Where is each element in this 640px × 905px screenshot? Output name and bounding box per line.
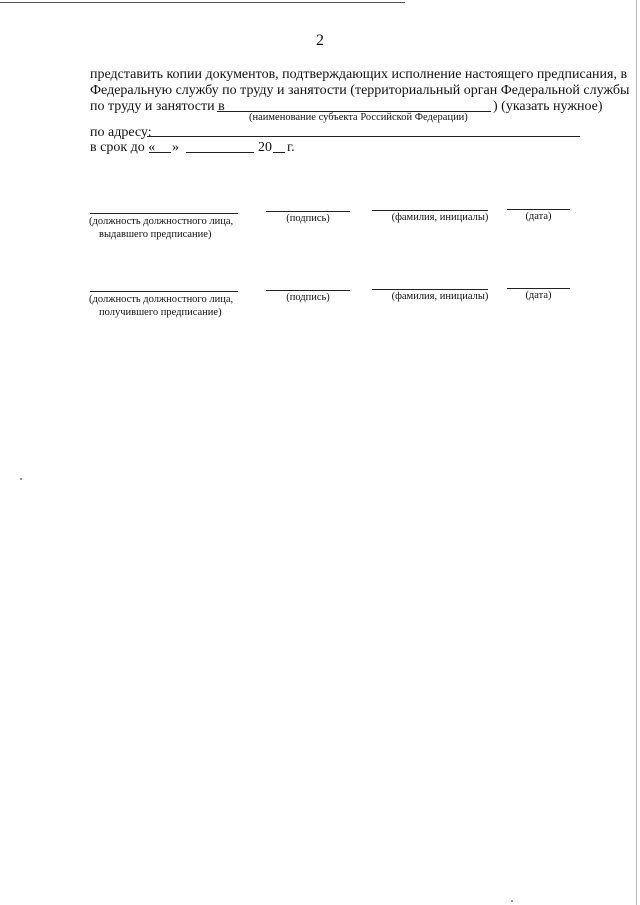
receiver-signature-caption: (подпись) (286, 292, 330, 303)
receiver-position-caption-1: (должность должностного лица, (89, 294, 234, 305)
issuer-position-field[interactable] (90, 213, 238, 214)
page-number: 2 (316, 32, 324, 49)
receiver-name-caption: (фамилия, инициалы) (391, 291, 489, 302)
deadline-year-suffix: г. (287, 140, 295, 155)
deadline-year-field[interactable] (273, 152, 285, 153)
paragraph-line-3-start: по труду и занятости в (90, 99, 225, 114)
receiver-position-caption-2: получившего предписание) (99, 307, 222, 318)
issuer-date-caption: (дата) (525, 211, 552, 222)
region-caption: (наименование субъекта Российской Федерации) (249, 112, 468, 123)
issuer-name-field[interactable] (372, 210, 488, 211)
page-top-edge (0, 2, 405, 3)
paragraph-line-3-end: ) (указать нужное) (493, 99, 603, 114)
deadline-close-quote: » (172, 140, 179, 155)
paragraph-line-2: Федеральную службу по труду и занятости (территориальный орган Федеральной службы (90, 83, 630, 98)
address-label: по адресу: (90, 125, 152, 140)
receiver-name-field[interactable] (372, 289, 488, 290)
issuer-signature-caption: (подпись) (286, 213, 330, 224)
scan-speck (20, 478, 22, 480)
receiver-signature-field[interactable] (266, 290, 350, 291)
deadline-prefix: в срок до « (90, 140, 156, 155)
issuer-name-caption: (фамилия, инициалы) (391, 212, 489, 223)
receiver-date-field[interactable] (507, 288, 570, 289)
issuer-signature-field[interactable] (266, 211, 350, 212)
scan-speck (511, 900, 513, 902)
receiver-position-field[interactable] (90, 291, 238, 292)
receiver-date-caption: (дата) (525, 290, 552, 301)
page-right-edge (636, 0, 637, 905)
issuer-date-field[interactable] (507, 209, 570, 210)
issuer-position-caption-1: (должность должностного лица, (89, 216, 234, 227)
issuer-position-caption-2: выдавшего предписание) (99, 229, 212, 240)
deadline-year-prefix: 20 (258, 140, 272, 155)
deadline-day-field[interactable] (149, 152, 171, 153)
deadline-month-field[interactable] (186, 152, 254, 153)
paragraph-line-1: представить копии документов, подтверждающих исполнение настоящего предписания, в (90, 67, 628, 82)
address-field[interactable] (147, 136, 580, 137)
